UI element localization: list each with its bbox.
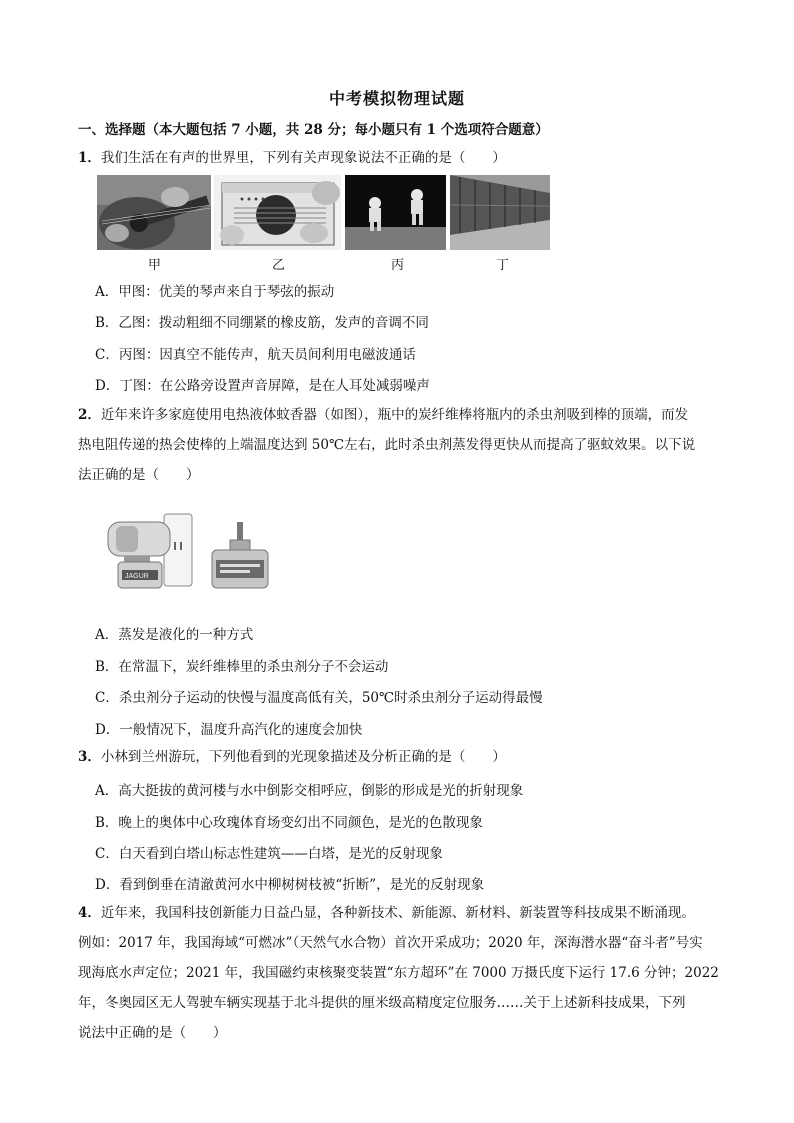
question-1-number: 1．	[78, 150, 101, 166]
bottle-brand-label: JAGUR	[125, 573, 149, 580]
page-title: 中考模拟物理试题	[328, 89, 465, 108]
q1-option-d: D．丁图：在公路旁设置声音屏障，是在人耳处减弱噪声	[95, 378, 430, 394]
q3-option-c: C．白天看到白塔山标志性建筑——白塔，是光的反射现象	[95, 846, 443, 862]
question-4-line1: 近年来，我国科技创新能力日益凸显，各种新技术、新能源、新材料、新装置等科技成果不断涌现。	[100, 905, 695, 921]
caption-yi: 乙	[272, 258, 286, 273]
section-heading: 一、选择题（本大题包括 7 小题，共 28 分；每小题只有 1 个选项符合题意）	[78, 122, 549, 138]
q3-option-d: D．看到倒垂在清澈黄河水中柳树树枝被“折断”，是光的反射现象	[95, 877, 485, 893]
question-4-line3: 现海底水声定位；2021 年，我国磁约束核聚变装置“东方超环”在 7000 万摄氏度下运行 17.6 分钟；2022	[78, 965, 719, 981]
question-1-stem	[78, 143, 748, 173]
q2-option-c: C．杀虫剂分子运动的快慢与温度高低有关，50℃时杀虫剂分子运动得最慢	[95, 690, 543, 706]
q1-option-c: C．丙图：因真空不能传声，航天员间利用电磁波通话	[95, 347, 416, 363]
q2-option-a: A．蒸发是液化的一种方式	[95, 627, 254, 643]
question-2-stem	[78, 400, 748, 490]
caption-bing: 丙	[391, 258, 405, 273]
figure-rubber-band-box	[214, 175, 341, 250]
q1-option-b: B．乙图：拨动粗细不同绷紧的橡皮筋，发声的音调不同	[95, 315, 429, 331]
question-4-line4: 年，冬奥园区无人驾驶车辆实现基于北斗提供的厘米级高精度定位服务……关于上述新科技成果，下列	[78, 995, 686, 1011]
figure-guitar	[97, 175, 211, 250]
question-2-text-line2: 热电阻传递的热会使棒的上端温度达到 50℃左右，此时杀虫剂蒸发得更快从而提高了驱蚊效果。以下说	[78, 437, 696, 453]
question-4-line5: 说法中正确的是（ ）	[78, 1025, 227, 1041]
question-4-line2: 例如：2017 年，我国海域“可燃冰”（天然气水合物）首次开采成功；2020 年，深海潜水器“奋斗者”号实	[78, 935, 703, 951]
question-4-number: 4．	[78, 905, 101, 921]
q3-option-b: B．晚上的奥体中心玫瑰体育场变幻出不同颜色，是光的色散现象	[95, 815, 483, 831]
question-3-text: 小林到兰州游玩，下列他看到的光现象描述及分析正确的是（ ）	[100, 749, 506, 765]
mosquito-repellent-figure	[102, 512, 292, 592]
caption-ding: 丁	[496, 258, 510, 273]
caption-jia: 甲	[148, 258, 162, 273]
question-1-text: 我们生活在有声的世界里，下列有关声现象说法不正确的是（ ）	[100, 150, 506, 166]
question-4-stem	[78, 898, 748, 1048]
question-3-stem	[78, 742, 748, 772]
q3-option-a: A．高大挺拔的黄河楼与水中倒影交相呼应，倒影的形成是光的折射现象	[95, 783, 524, 799]
question-2-text-line3: 法正确的是（ ）	[78, 467, 200, 483]
question-3-number: 3．	[78, 749, 101, 765]
figure-noise-barrier	[450, 175, 550, 250]
question-2-number: 2．	[78, 407, 101, 423]
q1-option-a: A．甲图：优美的琴声来自于琴弦的振动	[95, 284, 335, 300]
question-2-text-line1: 近年来许多家庭使用电热液体蚊香器（如图），瓶中的炭纤维棒将瓶内的杀虫剂吸到棒的顶端，而发	[100, 407, 689, 423]
q2-option-b: B．在常温下，炭纤维棒里的杀虫剂分子不会运动	[95, 659, 389, 675]
figure-astronauts	[345, 175, 446, 250]
q2-option-d: D．一般情况下，温度升高汽化的速度会加快	[95, 722, 363, 738]
